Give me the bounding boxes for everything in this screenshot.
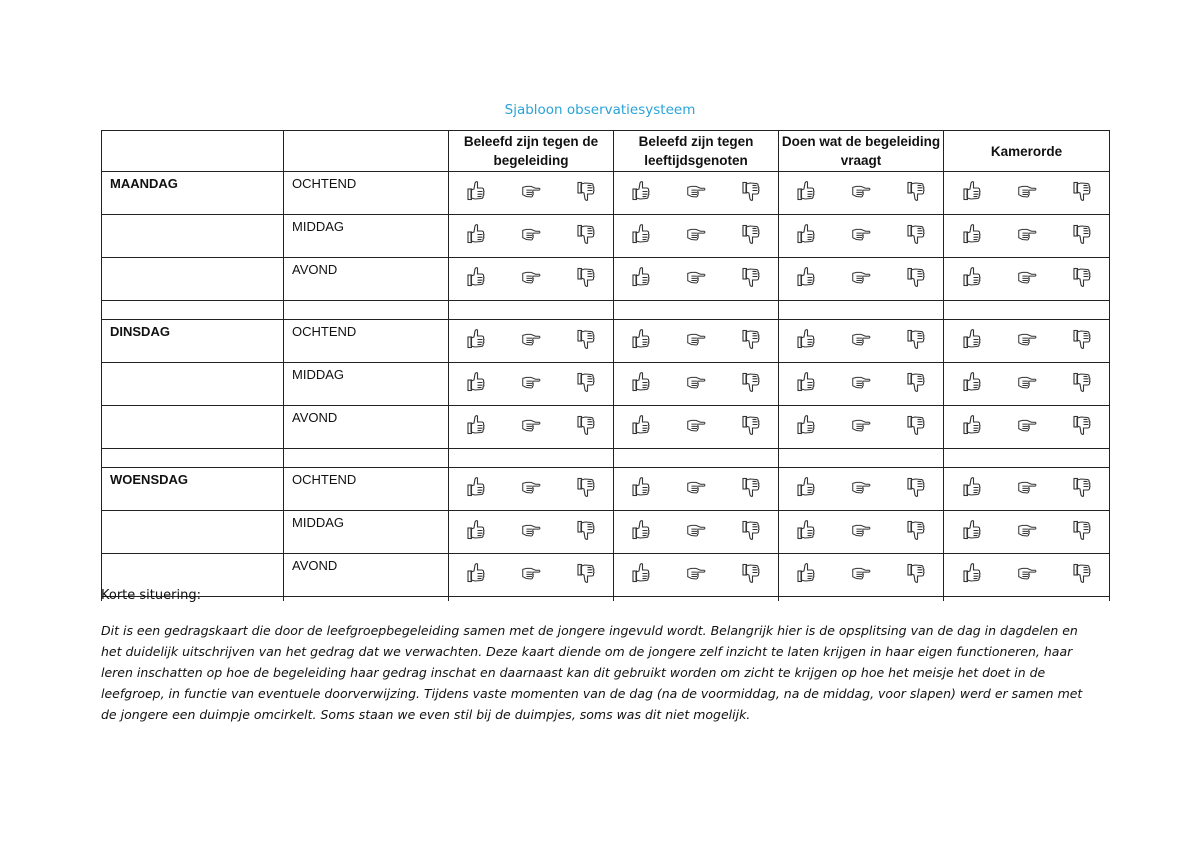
rating-icons: [614, 320, 778, 358]
table-row: [102, 406, 1110, 449]
thumb-sideways-icon[interactable]: [850, 222, 872, 246]
thumb-down-icon[interactable]: [740, 561, 762, 585]
rating-icons: [449, 363, 613, 401]
rating-icons: [449, 511, 613, 549]
header-day: [102, 131, 284, 172]
rating-icons: [614, 406, 778, 444]
thumb-up-icon[interactable]: [630, 327, 652, 351]
rating-icons: [449, 320, 613, 358]
thumb-up-icon[interactable]: [795, 327, 817, 351]
rating-icons: [449, 554, 613, 592]
thumb-up-icon[interactable]: [630, 179, 652, 203]
rating-cell: [944, 258, 1110, 301]
rating-icons: [449, 406, 613, 444]
thumb-up-icon[interactable]: [961, 327, 983, 351]
thumb-sideways-icon[interactable]: [685, 475, 707, 499]
rating-icons: [779, 258, 943, 296]
day-cell: [102, 363, 284, 406]
rating-cell: [614, 468, 779, 511]
rating-cell: [614, 406, 779, 449]
thumb-down-icon[interactable]: [740, 222, 762, 246]
thumb-down-icon[interactable]: [1071, 561, 1093, 585]
rating-icons: [779, 554, 943, 592]
spacer-cell: [944, 449, 1110, 468]
thumb-sideways-icon[interactable]: [685, 265, 707, 289]
thumb-sideways-icon[interactable]: [520, 327, 542, 351]
thumb-down-icon[interactable]: [1071, 475, 1093, 499]
thumb-down-icon[interactable]: [575, 265, 597, 289]
thumb-down-icon[interactable]: [575, 518, 597, 542]
rating-icons: [614, 172, 778, 210]
thumb-down-icon[interactable]: [905, 518, 927, 542]
thumb-up-icon[interactable]: [465, 413, 487, 437]
table-row: [102, 468, 1110, 511]
thumb-down-icon[interactable]: [905, 222, 927, 246]
rating-icons: [614, 215, 778, 253]
rating-icons: [944, 172, 1109, 210]
thumb-up-icon[interactable]: [795, 475, 817, 499]
thumb-sideways-icon[interactable]: [1016, 370, 1038, 394]
rating-cell: [779, 258, 944, 301]
spacer-row: [102, 449, 1110, 468]
rating-icons: [944, 258, 1109, 296]
thumb-up-icon[interactable]: [630, 518, 652, 542]
spacer-cell: [449, 301, 614, 320]
thumb-down-icon[interactable]: [1071, 327, 1093, 351]
spacer-cell: [614, 301, 779, 320]
thumb-up-icon[interactable]: [961, 561, 983, 585]
thumb-up-icon[interactable]: [961, 413, 983, 437]
thumb-up-icon[interactable]: [961, 475, 983, 499]
table-row: [102, 258, 1110, 301]
rating-icons: [614, 511, 778, 549]
rating-icons: [614, 363, 778, 401]
day-cell: [102, 258, 284, 301]
rating-cell: [449, 172, 614, 215]
thumb-down-icon[interactable]: [905, 265, 927, 289]
day-cell: [102, 406, 284, 449]
spacer-cell: [779, 301, 944, 320]
situering-label: Korte situering:: [101, 588, 201, 603]
rating-icons: [779, 320, 943, 358]
thumb-sideways-icon[interactable]: [685, 179, 707, 203]
thumb-down-icon[interactable]: [575, 327, 597, 351]
table-body: [102, 172, 1110, 602]
day-cell: WOENSDAG: [102, 468, 284, 511]
thumb-down-icon[interactable]: [1071, 370, 1093, 394]
spacer-row: [102, 301, 1110, 320]
rating-icons: [944, 320, 1109, 358]
header-row: [102, 131, 1110, 172]
rating-cell: [944, 511, 1110, 554]
thumb-up-icon[interactable]: [795, 370, 817, 394]
daypart-cell: OCHTEND: [284, 172, 449, 215]
thumb-sideways-icon[interactable]: [1016, 179, 1038, 203]
rating-icons: [779, 468, 943, 506]
rating-cell: [614, 215, 779, 258]
daypart-cell: OCHTEND: [284, 468, 449, 511]
thumb-down-icon[interactable]: [905, 179, 927, 203]
spacer-cell: [102, 301, 284, 320]
table-row: [102, 215, 1110, 258]
day-cell: [102, 215, 284, 258]
thumb-down-icon[interactable]: [740, 475, 762, 499]
thumb-down-icon[interactable]: [740, 265, 762, 289]
rating-icons: [944, 511, 1109, 549]
rating-cell: [614, 320, 779, 363]
thumb-sideways-icon[interactable]: [850, 561, 872, 585]
thumb-down-icon[interactable]: [1071, 413, 1093, 437]
rating-cell: [449, 320, 614, 363]
thumb-up-icon[interactable]: [630, 222, 652, 246]
thumb-down-icon[interactable]: [575, 179, 597, 203]
table-row: [102, 511, 1110, 554]
thumb-sideways-icon[interactable]: [850, 475, 872, 499]
day-cell: DINSDAG: [102, 320, 284, 363]
thumb-down-icon[interactable]: [575, 475, 597, 499]
thumb-up-icon[interactable]: [795, 561, 817, 585]
thumb-sideways-icon[interactable]: [520, 265, 542, 289]
rating-icons: [779, 406, 943, 444]
thumb-sideways-icon[interactable]: [1016, 561, 1038, 585]
header-behavior-2: Beleefd zijn tegen leeftijdsgenoten: [614, 131, 779, 172]
rating-cell: [779, 468, 944, 511]
table-row: [102, 172, 1110, 215]
rating-icons: [614, 468, 778, 506]
rating-cell: [614, 172, 779, 215]
header-behavior-4: Kamerorde: [944, 131, 1110, 172]
rating-cell: [614, 511, 779, 554]
day-cell: [102, 511, 284, 554]
thumb-up-icon[interactable]: [961, 265, 983, 289]
rating-icons: [944, 554, 1109, 592]
rating-cell: [614, 363, 779, 406]
thumb-down-icon[interactable]: [575, 222, 597, 246]
thumb-up-icon[interactable]: [795, 518, 817, 542]
spacer-cell: [944, 301, 1110, 320]
thumb-down-icon[interactable]: [575, 413, 597, 437]
thumb-down-icon[interactable]: [575, 561, 597, 585]
thumb-sideways-icon[interactable]: [685, 413, 707, 437]
thumb-sideways-icon[interactable]: [520, 222, 542, 246]
thumb-up-icon[interactable]: [465, 222, 487, 246]
header-behavior-1: Beleefd zijn tegen de begeleiding: [449, 131, 614, 172]
rating-cell: [779, 172, 944, 215]
thumb-sideways-icon[interactable]: [685, 370, 707, 394]
thumb-down-icon[interactable]: [740, 518, 762, 542]
rating-cell: [779, 406, 944, 449]
thumb-sideways-icon[interactable]: [685, 222, 707, 246]
thumb-sideways-icon[interactable]: [520, 518, 542, 542]
daypart-cell: AVOND: [284, 406, 449, 449]
rating-cell: [779, 320, 944, 363]
thumb-up-icon[interactable]: [465, 561, 487, 585]
thumb-sideways-icon[interactable]: [1016, 327, 1038, 351]
thumb-down-icon[interactable]: [905, 475, 927, 499]
thumb-sideways-icon[interactable]: [520, 475, 542, 499]
thumb-sideways-icon[interactable]: [850, 413, 872, 437]
thumb-sideways-icon[interactable]: [850, 518, 872, 542]
thumb-up-icon[interactable]: [961, 370, 983, 394]
rating-icons: [449, 215, 613, 253]
thumb-up-icon[interactable]: [961, 222, 983, 246]
thumb-sideways-icon[interactable]: [685, 518, 707, 542]
daypart-cell: MIDDAG: [284, 215, 449, 258]
thumb-up-icon[interactable]: [630, 370, 652, 394]
spacer-cell: [102, 449, 284, 468]
thumb-sideways-icon[interactable]: [850, 327, 872, 351]
thumb-up-icon[interactable]: [630, 561, 652, 585]
rating-cell: [944, 172, 1110, 215]
daypart-cell: MIDDAG: [284, 511, 449, 554]
rating-cell: [944, 406, 1110, 449]
thumb-sideways-icon[interactable]: [1016, 518, 1038, 542]
situering-text: Dit is een gedragskaart die door de leefgroepbegeleiding samen met de jongere ingevuld wordt. Belangrijk hier is de opsplitsing van de dag in dagdelen en het duidelijk uitschrijven van het gedrag dat we verwachten. Deze kaart diende om de jongere zelf inzicht te laten krijgen in haar eigen functioneren, haar leren inschatten op hoe de begeleiding haar gedrag inschat en daarnaast kan dit gebruikt worden om zicht te krijgen op hoe het meisje het doet in de leefgroep, in functie van eventuele doorverwijzing. Tijdens vaste momenten van de dag (na de voormiddag, na de middag, voor slapen) werd er samen met de jongere een duimpje omcirkelt. Soms staan we even stil bij de duimpjes, soms was dit niet mogelijk.: [101, 623, 1083, 722]
rating-cell: [449, 258, 614, 301]
rating-cell: [779, 511, 944, 554]
rating-cell: [614, 258, 779, 301]
thumb-up-icon[interactable]: [795, 265, 817, 289]
rating-cell: [944, 363, 1110, 406]
thumb-sideways-icon[interactable]: [520, 370, 542, 394]
spacer-cell: [284, 449, 449, 468]
thumb-up-icon[interactable]: [630, 413, 652, 437]
rating-cell: [449, 215, 614, 258]
header-daypart: [284, 131, 449, 172]
thumb-down-icon[interactable]: [740, 413, 762, 437]
rating-cell: [944, 215, 1110, 258]
rating-icons: [449, 258, 613, 296]
day-cell: MAANDAG: [102, 172, 284, 215]
thumb-down-icon[interactable]: [905, 370, 927, 394]
thumb-down-icon[interactable]: [1071, 222, 1093, 246]
thumb-up-icon[interactable]: [795, 222, 817, 246]
thumb-down-icon[interactable]: [1071, 265, 1093, 289]
observation-table: [101, 130, 1110, 601]
thumb-up-icon[interactable]: [795, 179, 817, 203]
thumb-sideways-icon[interactable]: [520, 561, 542, 585]
rating-cell: [944, 468, 1110, 511]
thumb-down-icon[interactable]: [575, 370, 597, 394]
thumb-sideways-icon[interactable]: [850, 265, 872, 289]
thumb-down-icon[interactable]: [905, 327, 927, 351]
thumb-sideways-icon[interactable]: [520, 179, 542, 203]
rating-cell: [779, 215, 944, 258]
thumb-sideways-icon[interactable]: [520, 413, 542, 437]
daypart-cell: MIDDAG: [284, 363, 449, 406]
thumb-down-icon[interactable]: [905, 413, 927, 437]
rating-cell: [449, 363, 614, 406]
thumb-sideways-icon[interactable]: [1016, 265, 1038, 289]
thumb-sideways-icon[interactable]: [1016, 413, 1038, 437]
table-row: [102, 320, 1110, 363]
rating-cell: [779, 363, 944, 406]
thumb-up-icon[interactable]: [465, 265, 487, 289]
thumb-up-icon[interactable]: [465, 475, 487, 499]
thumb-up-icon[interactable]: [465, 327, 487, 351]
rating-icons: [779, 215, 943, 253]
thumb-sideways-icon[interactable]: [685, 561, 707, 585]
thumb-sideways-icon[interactable]: [850, 370, 872, 394]
thumb-down-icon[interactable]: [740, 179, 762, 203]
thumb-down-icon[interactable]: [740, 327, 762, 351]
rating-icons: [779, 363, 943, 401]
rating-icons: [449, 468, 613, 506]
rating-icons: [779, 172, 943, 210]
thumb-up-icon[interactable]: [630, 265, 652, 289]
header-behavior-3: Doen wat de begeleiding vraagt: [779, 131, 944, 172]
rating-cell: [449, 468, 614, 511]
spacer-cell: [449, 449, 614, 468]
table-row: [102, 363, 1110, 406]
daypart-cell: OCHTEND: [284, 320, 449, 363]
daypart-cell: AVOND: [284, 258, 449, 301]
thumb-sideways-icon[interactable]: [850, 179, 872, 203]
thumb-sideways-icon[interactable]: [685, 327, 707, 351]
rating-cell: [944, 320, 1110, 363]
page-title: Sjabloon observatiesysteem: [504, 102, 696, 118]
rating-icons: [944, 468, 1109, 506]
thumb-sideways-icon[interactable]: [1016, 222, 1038, 246]
rating-cell: [449, 511, 614, 554]
rating-icons: [614, 258, 778, 296]
thumb-sideways-icon[interactable]: [1016, 475, 1038, 499]
daypart-cell: AVOND: [284, 554, 449, 597]
thumb-up-icon[interactable]: [465, 518, 487, 542]
thumb-up-icon[interactable]: [961, 179, 983, 203]
thumb-up-icon[interactable]: [795, 413, 817, 437]
spacer-cell: [779, 449, 944, 468]
spacer-cell: [284, 301, 449, 320]
rating-cell: [449, 406, 614, 449]
rating-icons: [944, 363, 1109, 401]
thumb-down-icon[interactable]: [905, 561, 927, 585]
thumb-down-icon[interactable]: [1071, 179, 1093, 203]
thumb-up-icon[interactable]: [630, 475, 652, 499]
thumb-up-icon[interactable]: [465, 370, 487, 394]
thumb-down-icon[interactable]: [1071, 518, 1093, 542]
rating-icons: [944, 406, 1109, 444]
spacer-cell: [614, 449, 779, 468]
thumb-down-icon[interactable]: [740, 370, 762, 394]
rating-icons: [944, 215, 1109, 253]
rating-icons: [614, 554, 778, 592]
rating-icons: [779, 511, 943, 549]
thumb-up-icon[interactable]: [465, 179, 487, 203]
rating-icons: [449, 172, 613, 210]
thumb-up-icon[interactable]: [961, 518, 983, 542]
